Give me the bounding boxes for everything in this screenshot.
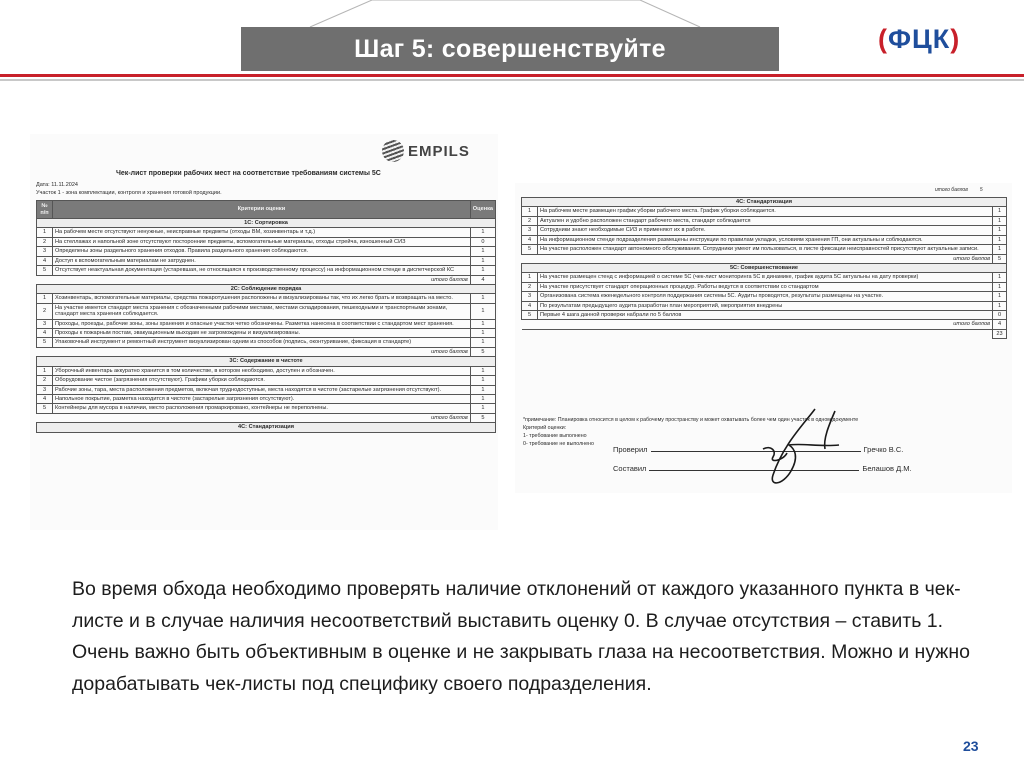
- row-criteria: Организована система еженедельного контроля поддержания системы 5С. Аудиты проводятся, результаты размещены на участке.: [538, 292, 993, 301]
- table-row: [37, 256, 496, 265]
- row-criteria: Рабочие зоны, тара, места расположения предметов, включая труднодоступные, места находятся в чистоте (застарелые загрязнения отсутствуют).: [53, 385, 471, 394]
- table-header-row: [37, 201, 496, 219]
- table-row: [522, 235, 1007, 244]
- row-number: 5: [522, 311, 538, 320]
- slide-title: Шаг 5: совершенствуйте: [241, 27, 779, 71]
- header-criteria: Критерии оценки: [53, 201, 471, 219]
- table-row: [522, 207, 1007, 216]
- row-number: 5: [522, 245, 538, 254]
- logo-right-bracket: ): [950, 23, 961, 54]
- row-score: 1: [993, 226, 1007, 235]
- header-divider-red: [0, 74, 1024, 77]
- row-number: 5: [37, 338, 53, 347]
- row-number: 3: [522, 292, 538, 301]
- composed-label: Составил: [613, 464, 647, 473]
- row-criteria: Проходы, проезды, рабочие зоны, зоны хранения и опасные участки четко обозначены. Разметка нанесена в соответствии с стандартом мест хранения.: [53, 319, 471, 328]
- row-number: 4: [522, 235, 538, 244]
- row-score: 1: [470, 404, 495, 413]
- checklist-table-page-1: [36, 200, 496, 433]
- row-score: 1: [470, 228, 495, 237]
- total-label: итого баллов: [522, 320, 993, 329]
- row-number: 5: [37, 266, 53, 275]
- total-value: 5: [470, 347, 495, 356]
- row-score: 1: [470, 303, 495, 319]
- table-row: [37, 366, 496, 375]
- row-score: 1: [470, 366, 495, 375]
- checked-name: Гречко В.С.: [863, 445, 904, 454]
- composed-name: Белашов Д.М.: [862, 464, 912, 473]
- row-score: 1: [470, 329, 495, 338]
- header-score: Оценка: [470, 201, 495, 219]
- total-value: 4: [993, 320, 1007, 329]
- row-score: 1: [470, 294, 495, 303]
- section-total-row: [37, 413, 496, 422]
- row-criteria: Первые 4 шага данной проверки набрали по 5 баллов: [538, 311, 993, 320]
- table-row: [37, 385, 496, 394]
- empils-logo: [382, 140, 470, 162]
- row-criteria: На рабочем месте размещен график уборки рабочего места. График уборки соблюдается.: [538, 207, 993, 216]
- row-score: 0: [993, 311, 1007, 320]
- row-criteria: На участке присутствует стандарт операционных процедур. Работы ведутся в соответствии со стандартом: [538, 282, 993, 291]
- table-row: [522, 226, 1007, 235]
- section-title: 4С: Стандартизация: [37, 423, 496, 432]
- grand-total-spacer: [522, 329, 993, 338]
- section-total-row: [522, 320, 1007, 329]
- total-label: итого баллов: [522, 254, 993, 263]
- total-value: 5: [993, 254, 1007, 263]
- section-title: 1С: Сортировка: [37, 219, 496, 228]
- table-row: [37, 338, 496, 347]
- row-score: 1: [993, 207, 1007, 216]
- row-number: 3: [522, 226, 538, 235]
- row-criteria: Оборудование чистое (загрязнения отсутствуют). Графики уборки соблюдаются.: [53, 376, 471, 385]
- row-score: 1: [470, 319, 495, 328]
- row-criteria: Хозинвентарь, вспомогательные материалы, средства пожаротушения расположены и визуализированы так, что их легко брать и возвращать на место.: [53, 294, 471, 303]
- row-score: 1: [470, 266, 495, 275]
- row-criteria: На рабочем месте отсутствуют ненужные, неисправные предметы (отходы ВМ, хозинвентарь и т.д.): [53, 228, 471, 237]
- row-criteria: На участке имеется стандарт места хранения с обозначенными рабочими местами, местами складирования, пешеходными и транспортными зонами, стандарт места хранения соблюдается.: [53, 303, 471, 319]
- row-number: 2: [37, 237, 53, 246]
- row-number: 4: [37, 329, 53, 338]
- section-title-row: [522, 198, 1007, 207]
- row-criteria: На участке расположен стандарт автономного обслуживания. Сотрудники умеют им пользоваться, в листе фиксации неисправностей присутствуют актуальные записи.: [538, 245, 993, 254]
- table-row: [522, 245, 1007, 254]
- row-criteria: Актуален и удобно расположен стандарт рабочего места, стандарт соблюдается: [538, 216, 993, 225]
- checklist-title: Чек-лист проверки рабочих мест на соответствие требованиям системы 5С: [116, 170, 381, 177]
- checklist-area: Участок 1 - зона комплектации, контроля и хранения готовой продукции.: [36, 190, 222, 196]
- row-number: 1: [37, 228, 53, 237]
- row-score: 1: [993, 273, 1007, 282]
- page-number: 23: [963, 738, 979, 754]
- row-score: 1: [993, 282, 1007, 291]
- row-score: 1: [470, 395, 495, 404]
- row-criteria: На информационном стенде подразделения размещены инструкции по правилам укладки, условиям хранения ГП, они актуальны и соблюдаются.: [538, 235, 993, 244]
- row-criteria: На стеллажах и напольной зоне отсутствуют посторонние предметы, вспомогательные материалы, отходы стрейча, изношенный СИЗ: [53, 237, 471, 246]
- table-row: [37, 266, 496, 275]
- row-score: 1: [470, 247, 495, 256]
- table-row: [37, 294, 496, 303]
- row-number: 4: [522, 301, 538, 310]
- row-number: 1: [522, 207, 538, 216]
- table-row: [522, 301, 1007, 310]
- section-title-row: [37, 357, 496, 366]
- row-criteria: Упаковочный инструмент и ремонтный инструмент визуализирован одним из способов (подпись, оконтуривание, фиксация в стандарте): [53, 338, 471, 347]
- row-score: 1: [470, 385, 495, 394]
- checked-label: Проверил: [613, 445, 648, 454]
- table-row: [37, 404, 496, 413]
- section-title: 2С: Соблюдение порядка: [37, 284, 496, 293]
- previous-total-label: итого баллов: [935, 187, 968, 193]
- checklist-date: Дата: 11.11.2024: [36, 182, 78, 188]
- table-row: [522, 292, 1007, 301]
- row-score: 1: [993, 245, 1007, 254]
- row-criteria: Доступ к вспомогательным материалам не затруднен.: [53, 256, 471, 265]
- grand-total-row: [522, 329, 1007, 338]
- logo-left-bracket: (: [878, 23, 888, 54]
- row-score: 1: [993, 235, 1007, 244]
- section-total-row: [37, 275, 496, 284]
- total-value: 5: [470, 413, 495, 422]
- section-title: 3С: Содержание в чистоте: [37, 357, 496, 366]
- section-title-row: [37, 219, 496, 228]
- empils-globe-icon: [382, 140, 404, 162]
- row-number: 3: [37, 385, 53, 394]
- table-row: [37, 228, 496, 237]
- row-criteria: Проходы к пожарным постам, эвакуационным выходам не загромождены и визуализированы.: [53, 329, 471, 338]
- row-score: 1: [993, 301, 1007, 310]
- section-total-row: [522, 254, 1007, 263]
- section-title-row: [37, 423, 496, 432]
- row-score: 0: [470, 237, 495, 246]
- row-number: 2: [522, 216, 538, 225]
- section-total-row: [37, 347, 496, 356]
- row-criteria: Уборочный инвентарь аккуратно хранится в том количестве, в котором необходимо, доступен и обозначен.: [53, 366, 471, 375]
- table-row: [522, 273, 1007, 282]
- row-criteria: Отсутствует неактуальная документация (устаревшая, не относящаяся к производственному процессу) на информационном стенде в диспетчерской КС: [53, 266, 471, 275]
- row-number: 2: [37, 303, 53, 319]
- total-label: итого баллов: [37, 347, 471, 356]
- row-number: 1: [37, 366, 53, 375]
- slide-body-text: Во время обхода необходимо проверять наличие отклонений от каждого указанного пункта в чек-листе и в случае наличия несоответствий выставить оценку 0. В случае отсутствия – ставить 1. Очень важно быть объективным в оценке и не закрывать глаза на несоответствия. Можно и нужно дорабатывать чек-листы под специфику своего подразделения.: [72, 578, 970, 695]
- handwritten-signature: [743, 405, 873, 491]
- row-number: 2: [37, 376, 53, 385]
- row-criteria: Определены зоны раздельного хранения отходов. Правила раздельного хранения соблюдаются.: [53, 247, 471, 256]
- table-row: [37, 247, 496, 256]
- section-title: 4С: Стандартизация: [522, 198, 1007, 207]
- section-title-row: [37, 284, 496, 293]
- table-row: [37, 395, 496, 404]
- section-title-row: [522, 263, 1007, 272]
- row-number: 1: [522, 273, 538, 282]
- header-divider-gray: [0, 79, 1024, 81]
- table-row: [522, 282, 1007, 291]
- row-score: 1: [470, 376, 495, 385]
- row-criteria: Сотрудники знают необходимые СИЗ и применяют их в работе.: [538, 226, 993, 235]
- table-row: [37, 319, 496, 328]
- row-number: 1: [37, 294, 53, 303]
- row-criteria: По результатам предыдущего аудита разработан план мероприятий, мероприятия внедрены: [538, 301, 993, 310]
- criteria-item: 0- требование не выполнено: [523, 440, 594, 447]
- table-row: [37, 376, 496, 385]
- total-label: итого баллов: [37, 275, 471, 284]
- criteria-item: 1- требование выполнено: [523, 432, 587, 439]
- row-number: 5: [37, 404, 53, 413]
- row-criteria: На участке размещен стенд с информацией о системе 5С (чек-лист мониторинга 5С в динамике, график аудита 5С актуальны на дату проверки): [538, 273, 993, 282]
- row-score: 1: [470, 256, 495, 265]
- previous-total-value: 5: [979, 187, 983, 193]
- row-score: 1: [993, 216, 1007, 225]
- row-number: 4: [37, 256, 53, 265]
- row-number: 3: [37, 247, 53, 256]
- row-number: 4: [37, 395, 53, 404]
- header-num: № п/п: [37, 201, 53, 219]
- empils-brand: EMPILS: [408, 142, 470, 160]
- previous-total: [935, 187, 983, 193]
- row-criteria: Напольное покрытие, разметка находится в чистоте (застарелые загрязнения отсутствуют).: [53, 395, 471, 404]
- row-score: 1: [470, 338, 495, 347]
- row-number: 2: [522, 282, 538, 291]
- logo-text: ФЦК: [888, 23, 951, 54]
- section-title: 5С: Совершенствование: [522, 263, 1007, 272]
- criteria-title: Критерий оценки:: [523, 424, 567, 431]
- note-text: *примечание: Планировка относится в целом к рабочему пространству и может охватывать более чем один участок в одном документе: [523, 417, 859, 423]
- row-criteria: Контейнеры для мусора в наличии, место расположения промаркировано, контейнеры не переполнены.: [53, 404, 471, 413]
- checklist-scan-page-1: [30, 134, 498, 530]
- checklist-scan-page-2: [515, 183, 1012, 493]
- row-score: 1: [993, 292, 1007, 301]
- table-row: [522, 311, 1007, 320]
- total-label: итого баллов: [37, 413, 471, 422]
- table-row: [37, 303, 496, 319]
- checklist-table-page-2: [521, 197, 1007, 339]
- fck-logo: [878, 24, 960, 54]
- grand-total-value: 23: [993, 329, 1007, 338]
- total-value: 4: [470, 275, 495, 284]
- row-number: 3: [37, 319, 53, 328]
- table-row: [37, 237, 496, 246]
- table-row: [37, 329, 496, 338]
- table-row: [522, 216, 1007, 225]
